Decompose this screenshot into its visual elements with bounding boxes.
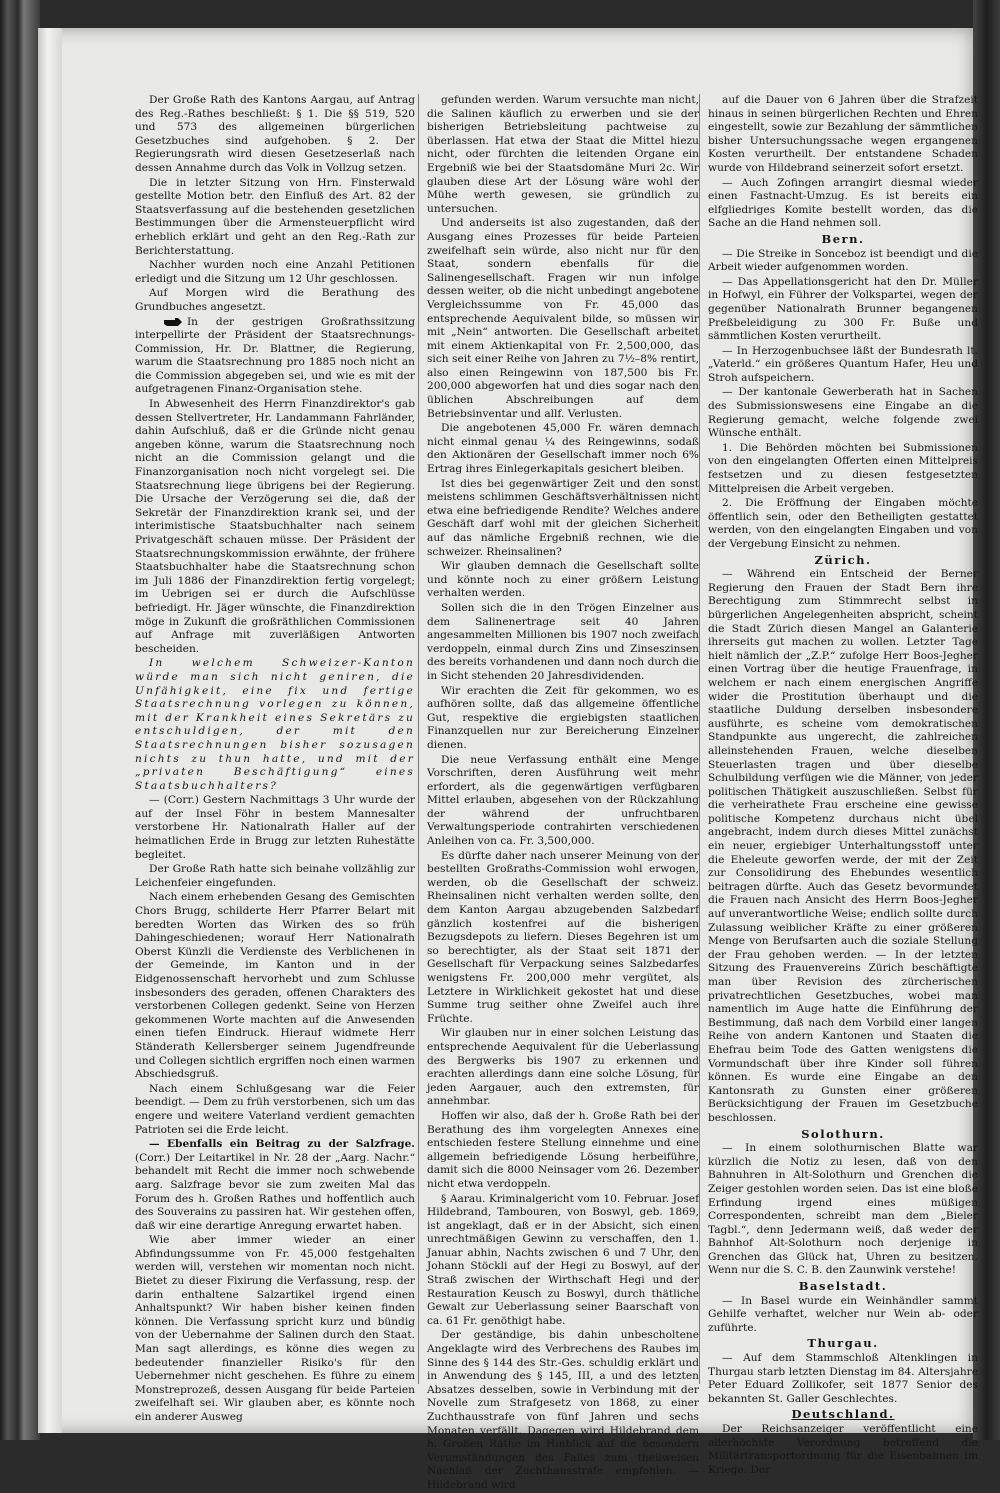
article-paragraph: Es dürfte daher nach unserer Meinung von der bestellten Großraths-Commission wohl erwogen, werden, ob die Gesellschaft der schweiz. Rheinsalinen nicht verhalten werden sollte, den dem Kanton Aargau abzugebenden Salzbedarf gänzlich kostenfrei auf die bisherigen Bezugsdepots zu liefern. Dieses Begehren ist um so berechtigter, als der Staat seit 1871 der Gesellschaft für Verpackung seines Salzbedarfes wenigstens Fr. 200,000 mehr vergütet, als Letztere in Wirklichkeit gekostet hat und diese Summe trug seither ohne Zweifel auch ihre Früchte. [427,849,699,1025]
article-paragraph-spaced: In welchem Schweizer-Kanton würde man sich nicht geniren, die Unfähigkeit, eine fix und fertige Staatsrechnung vorlegen zu können, mit der Krankheit eines Sekretärs zu entschuldigen, der mit den Staatsrechnungen bisher sozusagen nichts zu thun hatte, und mit der „privaten Beschäftigung“ eines Staatsbuchhalters? [135,657,415,792]
article-paragraph: — Auch Zofingen arrangirt diesmal wieder einen Fastnacht-Umzug. Es ist bereits ein elfgliedriges Komite bestellt worden, das die Sache an die Hand nehmen soll. [708,176,978,230]
article-paragraph: Die neue Verfassung enthält eine Menge Vorschriften, deren Ausführung weit mehr erfordert, als die gegenwärtigen verfügbaren Mittel erlauben, abgesehen von der Rückzahlung der während der unfruchtbaren Verwaltungsperiode contrahirten verschiedenen Anleihen von ca. Fr. 3,500,000. [427,753,699,848]
column-right [699,94,978,1476]
section-heading-zuerich: Zürich. [814,552,872,567]
article-paragraph: Die angebotenen 45,000 Fr. wären demnach nicht einmal genau ¼ des Reingewinns, sodaß den Aktionären der Gesellschaft immer noch 6% Ertrag ihres Einlegerkapitals gesichert bleiben. [427,422,699,476]
article-paragraph: — Die Streike in Sonceboz ist beendigt und die Arbeit wieder aufgenommen worden. [708,247,978,274]
article-paragraph: — In einem solothurnischen Blatte war kürzlich die Notiz zu lesen, daß von den Bahnuhren in Alt-Solothurn und Grenchen die Zeiger gestohlen worden seien. Das ist eine bloße Erfindung irgend eines müßigen Correspondenten, schreibt man dem „Bieler Tagbl.“, denn Jedermann weiß, daß weder der Bahnhof Alt-Solothurn noch derjenige in Grenchen das Glück hat, Uhren zu besitzen. Wenn nur die S. C. B. den Zaunwink verstehe! [708,1142,978,1277]
article-paragraph: — Auf dem Stammschloß Altenklingen in Thurgau starb letzten Dienstag im 84. Altersjahre Peter Eduard Zollikofer, seit 1877 Senior des bekannten St. Galler Geschlechtes. [708,1352,978,1405]
article-paragraph: Ist dies bei gegenwärtiger Zeit und den sonst meistens schlimmen Geschäftsverhältnissen nicht etwa eine befriedigende Rendite? Welches andere Geschäft darf wohl mit der gleichen Sicherheit auf das nämliche Ergebniß rechnen, wie die schweizer. Rheinsalinen? [427,477,699,558]
article-paragraph: Hoffen wir also, daß der h. Große Rath bei der Berathung des ihm vorgelegten Annexes eine entschieden festere Stellung einnehme und eine allgemein befriedigende Lösung herbeiführe, damit sich die 8000 Neinsager vom 26. Dezember nicht etwa verdoppeln. [427,1109,699,1190]
article-paragraph: — In Herzogenbuchsee läßt der Bundesrath lt. „Vaterld.“ ein größeres Quantum Hafer, Heu und Stroh aufspeichern. [708,344,978,384]
article-paragraph: Wir glauben demnach die Gesellschaft sollte und könnte noch zu einer größern Leistung verhalten werden. [427,560,699,600]
column-left [135,94,416,1423]
article-paragraph: § Aarau. Kriminalgericht vom 10. Februar. Josef Hildebrand, Tambouren, von Boswyl, geb. 1869, ist angeklagt, daß er in der Absicht, sich einen unrechtmäßigen Gewinn zu verschaffen, den 1. Januar abhin, Nachts zwischen 6 und 7 Uhr, den Johann Stöckli auf der Hegi zu Boswyl, auf der Straß zwischen der Wirthschaft Hegi und der Restauration Keusch zu Boswyl, durch thätliche Gewalt zur Ueberlassung seiner Baarschaft von ca. 61 Fr. genöthigt habe. [427,1192,699,1327]
article-paragraph: Wie aber immer wieder an einer Abfindungssumme von Fr. 45,000 festgehalten werden will, verstehen wir momentan noch nicht. Bietet zu dieser Fixirung die Verfassung, resp. der darin enthaltene Salzartikel irgend einen Anhaltspunkt? Wir haben bisher keinen finden können. Die Verfassung spricht kurz und bündig von der Uebernahme der Salinen durch den Staat. Man sagt allerdings, es könne dies wegen zu bedeutender finanzieller Risiko's für den Uebernehmer nicht geschehen. Es führe zu einem Monstreprozeß, dessen Ausgang für beide Parteien zweifelhaft sei. Wir glauben aber, es könnte noch ein anderer Ausweg [135,1234,415,1423]
article-paragraph: Die in letzter Sitzung von Hrn. Finsterwald gestellte Motion betr. den Einfluß des Art. 82 der Staatsverfassung auf die bestehenden gesetzlichen Bestimmungen über die Armensteuerpflicht wird erheblich erklärt und geht an den Reg.-Rath zur Berichterstattung. [135,176,415,257]
section-heading-deutschland: Deutschland. [791,1407,895,1422]
article-paragraph: Der Große Rath des Kantons Aargau, auf Antrag des Reg.-Rathes beschließt: § 1. Die §§ 519, 520 und 573 des allgemeinen bürgerlichen Gesetzbuches sind aufgehoben. § 2. Der Regierungsrath wird diesen Gesetzeserlaß nach dessen Annahme durch das Volk in Vollzug setzen. [135,94,415,174]
article-paragraph: Sollen sich die in den Trögen Einzelner aus dem Salinenertrage seit 40 Jahren angesammelten Millionen bis 1907 noch zweifach verdoppeln, einmal durch Zins und Zinseszinsen des bereits vorhandenen und dann noch durch die in Sicht stehenden 20 Jahresdividenden. [427,601,699,682]
article-text: (Corr.) Der Leitartikel in Nr. 28 der „Aarg. Nachr.“ behandelt mit Recht die immer noch schwebende aarg. Salzfrage bevor sie zum zweiten Mal das Forum des h. Großen Rathes und hoffentlich auch des Souverains zu passiren hat. Wir gestehen offen, daß wir eine derartige Anregung erwartet haben. [135,1151,415,1232]
article-paragraph: Nachher wurden noch eine Anzahl Petitionen erledigt und die Sitzung um 12 Uhr geschlossen. [135,259,415,285]
article-paragraph-with-pointer [135,316,415,398]
article-paragraph: Der Große Rath hatte sich beinahe vollzählig zur Leichenfeier eingefunden. [135,863,415,889]
section-heading-solothurn: Solothurn. [801,1126,885,1141]
pointing-hand-icon [149,317,169,327]
article-paragraph: — (Corr.) Gestern Nachmittags 3 Uhr wurde der auf der Insel Föhr in bestem Mannesalter verstorbene Hr. Nationalrath Haller auf der heimatlichen Erde in Brugg zur letzten Ruhestätte begleitet. [135,794,415,861]
column-middle [418,94,699,1491]
article-paragraph: Der Reichsanzeiger veröffentlicht eine allerhöchste Verordnung betreffend die Militärtransportordnung für die Eisenbahnen im Kriege. Der [708,1423,978,1476]
article-lead-title: — Ebenfalls ein Beitrag zu der Salzfrage. [149,1138,415,1151]
article-paragraph: Der geständige, bis dahin unbescholtene Angeklagte wird des Verbrechens des Raubes im Sinne des § 144 des Str.-Ges. schuldig erklärt und in Anwendung des § 145, III, a und des letzten Absatzes desselben, sowie in Verbindung mit der Novelle zum Strafgesetz von 1868, zu einer Zuchthausstrafe von fünf Jahren und sechs Monaten verfällt. Dagegen wird Hildebrand dem h. Großen Rathe im Hinblick auf die besondern Verumständungen des Falles zum theilweisen Nachlaß der Zuchthausstrafe empfohlen. — Hildebrand wird [427,1329,699,1491]
article-paragraph: Nach einem Schlußgesang war die Feier beendigt. — Dem zu früh verstorbenen, sich um das engere und weitere Vaterland verdient gemachten Patrioten sei die Erde leicht. [135,1082,415,1136]
article-paragraph: Wir erachten die Zeit für gekommen, wo es aufhören sollte, daß das allgemeine öffentliche Gut, respektive die ergiebigsten staatlichen Finanzquellen nur zur Bereicherung Einzelner dienen. [427,684,699,751]
article-paragraph: 1. Die Behörden möchten bei Submissionen von den eingelangten Offerten einen Mittelpreis festsetzen und zu diesen festgesetzten Mittelpreisen die Arbeit vergeben. [708,441,978,495]
article-paragraph: 2. Die Eröffnung der Eingaben möchte öffentlich sein, oder den Betheiligten gestattet werden, von den eingelangten Eingaben und von der Vergebung Einsicht zu nehmen. [708,497,978,550]
article-text: In der gestrigen Großrathssitzung interpellirte der Präsident der Staatsrechnungs-Commission, Hr. Dr. Blattner, die Regierung, warum die Staatsrechnung pro 1885 noch nicht an die Commission abgegeben sei, und wie es mit der aufgetragenen Finanz-Organisation stehe. [135,315,416,396]
article-paragraph: — Der kantonale Gewerberath hat in Sachen des Submissionswesens eine Eingabe an die Regierung gemacht, welche folgende zwei Wünsche enthält. [708,386,978,440]
article-paragraph: — In Basel wurde ein Weinhändler sammt Gehilfe verhaftet, welcher nur Wein ab- oder zuführte. [708,1294,978,1334]
section-heading-thurgau: Thurgau. [807,1336,879,1351]
article-paragraph: In Abwesenheit des Herrn Finanzdirektor's gab dessen Stellvertreter, Hr. Landammann Fahrländer, dahin Aufschluß, daß er die Gründe nicht genau angeben könne, warum die Staatsrechnung noch nicht an die Commission gelangt und die Finanzorganisation noch nicht vorgelegt sei. Die Staatsrechnung liege übrigens bei der Regierung. Die Ursache der Verzögerung sei die, daß der Sekretär der Finanzdirektion krank sei, und der interimistische Staatsbuchhalter nach seinem Privatgeschäft schauen müsse. Der Präsident der Staatsrechnungskommission erwähnte, der frühere Staatsbuchhalter habe die Staatsrechnung schon im Juli 1886 der Finanzdirektion fertig vorgelegt; im Uebrigen sei er durch die Aufschlüsse befriedigt. Hr. Jäger wünschte, die Finanzdirektion möge in Zukunft die großräthlichen Commissionen auf Anfrage mit zuverläßigen Antworten bescheiden. [135,398,415,655]
article-paragraph: gefunden werden. Warum versuchte man nicht, die Salinen käuflich zu erwerben und sie der bisherigen Betriebsleitung pachtweise zu überlassen. Hat etwa der Staat die Mittel hiezu nicht, oder fürchten die leitenden Organe ein Ergebniß wie bei der Staatsdomäne Muri 2c. Wir glauben diese Art der Lösung wäre wohl der Mühe werth gewesen, sie gründlich zu untersuchen. [427,94,699,215]
article-paragraph: Wir glauben nur in einer solchen Leistung das entsprechende Aequivalent für die Ueberlassung des Bergwerks bis 1907 zu erkennen und erachten allerdings dann eine solche Lösung, für jeden Aargauer, auch den extremsten, für annehmbar. [427,1027,699,1108]
section-heading-baselstadt: Baselstadt. [798,1279,888,1294]
article-paragraph: Nach einem erhebenden Gesang des Gemischten Chors Brugg, schilderte Herr Pfarrer Belart mit beredten Worten das Wirken des so früh Dahingeschiedenen; worauf Herr Nationalrath Oberst Künzli die Verdienste des Verblichenen in der Gemeinde, im Kanton und in der Eidgenossenschaft hervorhebt und zum Schlusse insbesonders des geraden, offenen Charakters des verstorbenen Collegen gedenkt. Seine von Herzen gekommenen Worte machten auf die Anwesenden einen tiefen Eindruck. Hierauf widmete Herr Ständerath Kellersberger seinem Jugendfreunde und Collegen sichtlich ergriffen noch einen warmen Abschiedsgruß. [135,891,415,1081]
article-paragraph: Und anderseits ist also zugestanden, daß der Ausgang eines Prozesses für beide Parteien zweifelhaft sein würde, also nicht nur für den Staat, sondern ebenfalls für die Salinengesellschaft. Fragen wir nun infolge dessen weiter, ob die nicht unbedingt angebotene Vergleichssumme von Fr. 45,000 das entsprechende Aequivalent bilde, so müssen wir mit „Nein“ antworten. Die Gesellschaft arbeitet mit einem Aktienkapital von Fr. 2,500,000, das sich seit einer Reihe von Jahren zu 7½–8% rentirt, also einen Reingewinn von 187,500 bis Fr. 200,000 abgeworfen hat und dies sogar nach den üblichen Abschreibungen auf dem Betriebsinventar und allf. Verlusten. [427,217,699,420]
page-fold-shadow [38,28,62,1433]
film-edge-left [0,0,40,1440]
article-paragraph: — Während ein Entscheid der Berner Regierung den Frauen der Stadt Bern ihre Berechtigung zum Stimmrecht selbst in bürgerlichen Angelegenheiten abspricht, scheint die Stadt Zürich diesen Mangel an Galanterie ihrerseits gut machen zu wollen. Letzter Tage hielt nämlich der „Z.P.“ zufolge Herr Boos-Jegher einen Vortrag über die heutige Frauenfrage, in welchem er nach einem energischen Angriffe wider die Prostitution überhaupt und die staatliche Duldung derselben insbesondere ausführte, es scheine vom demokratischen Standpunkte aus ungerecht, die zahlreichen alleinstehenden Frauen, welche dieselben Steuerlasten tragen und über dieselbe Schulbildung verfügen wie die Männer, von jeder politischen Thätigkeit auszuschließen. Selbst für die verheirathete Frau erscheine eine gewisse politische Kompetenz durchaus nicht übel angebracht, indem durch dieses Mittel zunächst ein neuer, ergiebiger Unterhaltungsstoff unter die Eheleute geworfen werde, der mit der Zeit zur Consolidirung des Ehebundes wesentlich beitragen dürfte. Auch das Gesetz bevormundet die Frauen nach Ansicht des Herrn Boos-Jegher auf unverantwortliche Weise; endlich sollte durch Zulassung weiblicher Kräfte zu einer größeren Menge von Berufsarten auch die soziale Stellung der Frau gehoben werden. — In der letzten Sitzung des Frauenvereins Zürich beschäftigte man über Revision des zürcherischen privatrechtlichen Gesetzbuches, wobei man namentlich im Auge hatte die Einführung der Bestimmung, daß nach dem Vorbild einer langen Reihe von andern Kantonen und Staaten die Ehefrau beim Tode des Gatten wenigstens die Vormundschaft über ihre Kinder soll führen können. Es wurde eine Eingabe an den Kantonsrath zu Gunsten einer größeren Berücksichtigung der Frauen im Gesetzbuche beschlossen. [708,568,978,1124]
article-paragraph: Auf Morgen wird die Berathung des Grundbuches angesetzt. [135,287,415,313]
article-paragraph: auf die Dauer von 6 Jahren über die Strafzeit hinaus in seinen bürgerlichen Rechten und Ehren eingestellt, sowie zur Bezahlung der sämmtlichen bisher Untersuchungssache wegen ergangenen Kosten verurtheilt. Der entstandene Schaden wurde von Hildebrand seinerzeit sofort ersetzt. [708,94,978,174]
article-paragraph-salzfrage [135,1138,415,1233]
article-paragraph: — Das Appellationsgericht hat den Dr. Müller in Hofwyl, ein Führer der Volkspartei, wegen der gegenüber Nationalrath Brunner begangenen Preßbeleidigung zu 300 Fr. Buße und sämmtlichen Kosten verurtheilt. [708,275,978,343]
section-heading-bern: Bern. [821,231,865,246]
